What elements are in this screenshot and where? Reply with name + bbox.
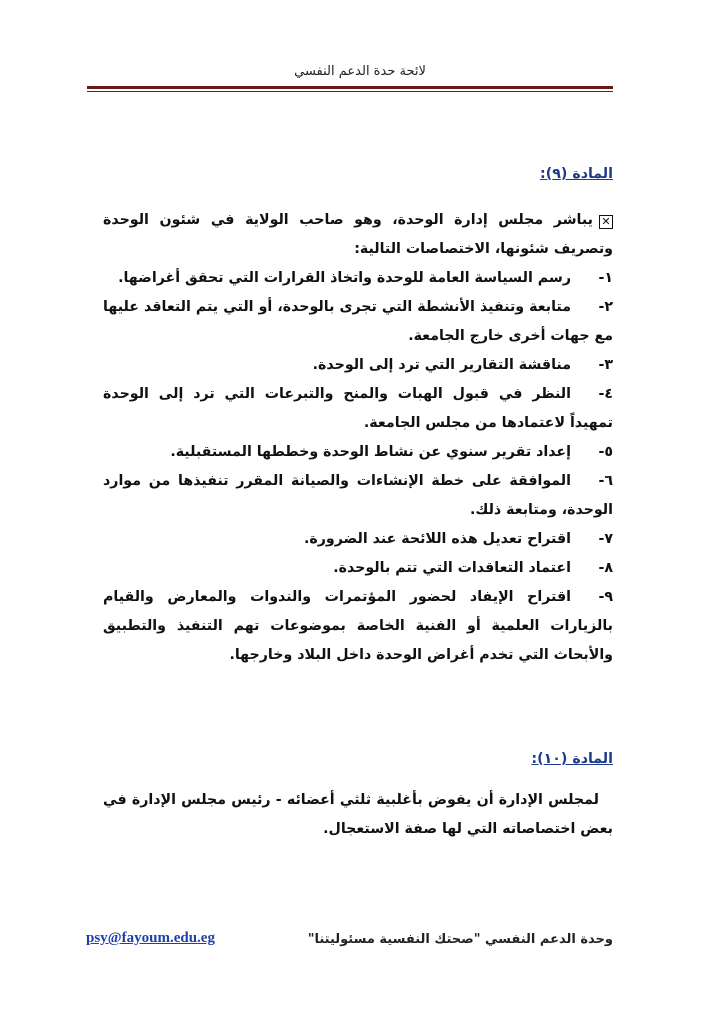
article-9-intro-text: يباشر مجلس إدارة الوحدة، وهو صاحب الولاية في شئون الوحدة وتصريف شئونها، الاختصاصات التالية: xyxy=(103,212,613,257)
article-10-text: لمجلس الإدارة أن يفوض بأغلبية ثلثي أعضائه - رئيس مجلس الإدارة في بعض اختصاصاته التي لها صفة الاستعجال. xyxy=(103,792,613,837)
item-number: ٧- xyxy=(598,531,613,547)
item-text: مناقشة التقارير التي ترد إلى الوحدة. xyxy=(312,357,571,373)
item-number: ٣- xyxy=(598,357,613,373)
header-rule-thick xyxy=(87,86,613,89)
page-header-title: لائحة حدة الدعم النفسي xyxy=(294,64,426,79)
list-item xyxy=(103,525,613,554)
item-text: الموافقة على خطة الإنشاءات والصيانة المقرر تنفيذها من موارد الوحدة، ومتابعة ذلك. xyxy=(103,473,613,518)
item-text: اقتراح تعديل هذه اللائحة عند الضرورة. xyxy=(303,531,571,547)
item-number: ٤- xyxy=(598,386,613,402)
footer-motto: وحدة الدعم النفسي "صحتك النفسية مسئوليتنا" xyxy=(307,932,613,947)
footer-email-link[interactable]: psy@fayoum.edu.eg xyxy=(86,930,215,946)
list-item xyxy=(103,293,613,351)
list-item xyxy=(103,438,613,467)
article-10-title: المادة (١٠): xyxy=(531,751,613,767)
article-9-body xyxy=(103,206,613,670)
item-number: ٦- xyxy=(598,473,613,489)
item-number: ٥- xyxy=(598,444,613,460)
checkbox-x-icon: ✕ xyxy=(599,215,613,229)
list-item xyxy=(103,583,613,670)
article-9-title: المادة (٩): xyxy=(540,166,613,182)
item-number: ١- xyxy=(598,270,613,286)
list-item xyxy=(103,380,613,438)
item-text: النظر في قبول الهبات والمنح والتبرعات التي ترد إلى الوحدة تمهيداً لاعتمادها من مجلس الجامعة. xyxy=(103,386,613,431)
header-rule-thin xyxy=(87,91,613,92)
item-text: رسم السياسة العامة للوحدة واتخاذ القرارات التي تحقق أغراضها. xyxy=(118,270,571,286)
item-number: ٢- xyxy=(598,299,613,315)
item-text: إعداد تقرير سنوي عن نشاط الوحدة وخططها المستقبلية. xyxy=(170,444,571,460)
item-text: اقتراح الإيفاد لحضور المؤتمرات والندوات والمعارض والقيام بالزيارات العلمية أو الفنية الخاصة بموضوعات تهم التنفيذ والتطبيق والأبحاث التي تخدم أغراض الوحدة داخل البلاد وخارجها. xyxy=(103,589,613,663)
article-10-body xyxy=(103,786,613,844)
list-item xyxy=(103,467,613,525)
list-item xyxy=(103,264,613,293)
list-item xyxy=(103,351,613,380)
list-item xyxy=(103,554,613,583)
article-9-intro xyxy=(103,206,613,264)
item-text: متابعة وتنفيذ الأنشطة التي تجرى بالوحدة، أو التي يتم التعاقد عليها مع جهات أخرى خارج الجامعة. xyxy=(103,299,613,344)
item-text: اعتماد التعاقدات التي تتم بالوحدة. xyxy=(333,560,571,576)
item-number: ٩- xyxy=(598,589,613,605)
item-number: ٨- xyxy=(598,560,613,576)
